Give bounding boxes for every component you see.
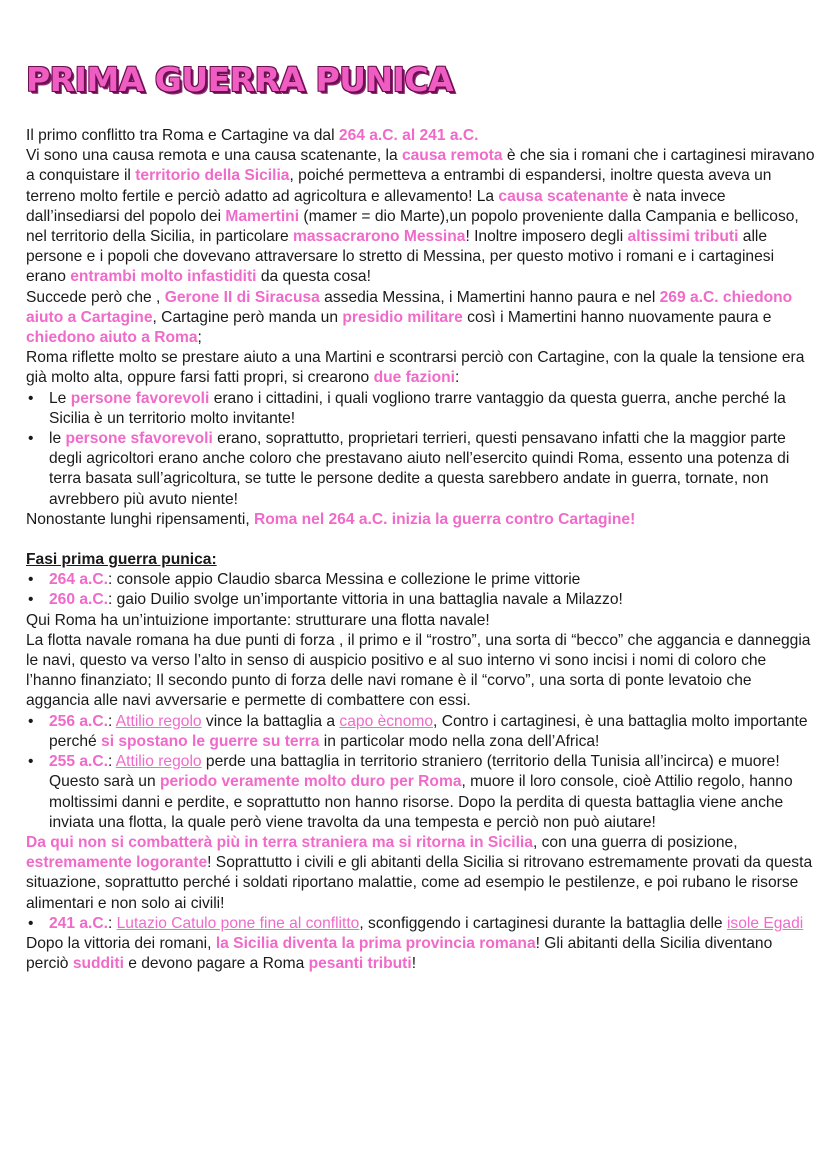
text: in particolar modo nella zona dell’Africa! bbox=[319, 732, 600, 750]
text: , con una guerra di posizione, bbox=[532, 833, 738, 851]
text: ! Soprattutto i civili e gli abitanti della Sicilia si ritrovano estremamente provati da questa situazione, soprattutto perché i soldati riportano malattie, come ad esempio le pestilenze, e poi rubano le risorse alimentari e non solo ai civili! bbox=[26, 854, 813, 912]
highlight-causa-remota: causa remota bbox=[401, 147, 503, 165]
highlight-fazioni: due fazioni bbox=[373, 369, 455, 387]
text: Il primo conflitto tra Roma e Cartagine va dal bbox=[26, 127, 339, 144]
link-capo-ecnomo[interactable]: capo ècnomo bbox=[339, 712, 434, 730]
text: Le bbox=[49, 389, 71, 407]
conclusion-paragraph bbox=[26, 510, 816, 530]
highlight: si spostano le guerre su terra bbox=[101, 732, 320, 750]
text: Roma riflette molto se prestare aiuto a una Martini e scontrarsi perciò con Cartagine, con la quale la tensione era già molto alta, oppure farsi fatti propri, si crearono bbox=[26, 349, 805, 387]
highlight-roma: chiedono aiuto a Roma bbox=[26, 329, 198, 347]
text: Dopo la vittoria dei romani, bbox=[26, 934, 216, 952]
highlight-mamertini: Mamertini bbox=[225, 207, 300, 225]
text: le bbox=[49, 430, 66, 448]
text: : bbox=[107, 712, 116, 730]
highlight: pesanti tributi bbox=[308, 955, 412, 973]
list-item bbox=[26, 389, 816, 429]
highlight-gerone: Gerone II di Siracusa bbox=[164, 288, 320, 306]
list-item bbox=[26, 914, 816, 934]
text: , Cartagine però manda un bbox=[152, 308, 343, 326]
navy-paragraph-2: La flotta navale romana ha due punti di forza , il primo e il “rostro”, una sorta di “becco” che aggancia e danneggia le navi, questo va verso l’alto in senso di auspicio positivo e al suo interno vi sono incisi i nomi di coloro che l’hanno finanziato; Il secondo punto di forza delle navi romane è il “corvo”, una sorta di ponte levatoio che aggancia alle navi avversarie e permette di combattere con essi. bbox=[26, 631, 811, 710]
text: ! bbox=[411, 955, 417, 973]
text: assedia Messina, i Mamertini hanno paura e nel bbox=[319, 288, 660, 306]
text: : bbox=[107, 914, 117, 932]
document-body bbox=[26, 126, 816, 974]
link-lutazio-catulo[interactable]: Lutazio Catulo pone fine al conflitto bbox=[116, 914, 360, 932]
factions-list bbox=[26, 389, 816, 510]
phases-list-3 bbox=[26, 914, 816, 934]
highlight-sicilia: territorio della Sicilia bbox=[135, 167, 290, 185]
highlight-presidio: presidio militare bbox=[342, 308, 463, 326]
final-paragraph bbox=[26, 934, 816, 974]
link-isole-egadi[interactable]: isole Egadi bbox=[726, 914, 804, 932]
date-label: 264 a.C. bbox=[49, 571, 108, 589]
text: e devono pagare a Roma bbox=[123, 955, 309, 973]
text: perde una battaglia in territorio straniero (territorio della Tunisia all’incirca) e muore! Questo sarà un bbox=[49, 753, 780, 791]
text: così i Mamertini hanno nuovamente paura e bbox=[462, 308, 772, 326]
sicily-paragraph bbox=[26, 833, 816, 914]
phases-list-2 bbox=[26, 712, 816, 833]
highlight: persone favorevoli bbox=[70, 389, 210, 407]
highlight: sudditi bbox=[72, 955, 124, 973]
text: Nonostante lunghi ripensamenti, bbox=[26, 510, 254, 528]
highlight-war-start: Roma nel 264 a.C. inizia la guerra contro Cartagine! bbox=[253, 510, 636, 528]
text: è che sia i romani che i cartaginesi miravano a conquistare il bbox=[26, 147, 815, 185]
list-item bbox=[26, 570, 816, 590]
highlight: la Sicilia diventa la prima provincia romana bbox=[215, 934, 536, 952]
text: : bbox=[107, 753, 116, 771]
date-label: 256 a.C. bbox=[49, 712, 108, 730]
highlight: estremamente logorante bbox=[26, 854, 208, 872]
date-label: 255 a.C. bbox=[49, 753, 108, 771]
list-item bbox=[26, 712, 816, 752]
navy-paragraph-1: Qui Roma ha un’intuizione importante: strutturare una flotta navale! bbox=[26, 611, 490, 629]
text: ! Gli abitanti della Sicilia diventano perciò bbox=[26, 934, 773, 973]
phases-list-1 bbox=[26, 570, 816, 610]
text: : console appio Claudio sbarca Messina e collezione le prime vittorie bbox=[107, 571, 581, 589]
date-label: 241 a.C. bbox=[49, 914, 108, 932]
highlight-tributi: altissimi tributi bbox=[627, 228, 739, 246]
text: Vi sono una causa remota e una causa scatenante, la bbox=[26, 147, 402, 165]
text: : gaio Duilio svolge un’importante vittoria in una battaglia navale a Milazzo! bbox=[107, 591, 623, 609]
highlight-dates: 264 a.C. al 241 a.C. bbox=[338, 127, 479, 144]
text: erano i cittadini, i quali vogliono trarre vantaggio da questa guerra, anche perché la Sicilia è un territorio molto invitante! bbox=[49, 389, 786, 427]
page-title: PRIMA GUERRA PUNICA bbox=[26, 60, 454, 99]
text: , sconfiggendo i cartaginesi durante la battaglia delle bbox=[359, 914, 727, 932]
text: (mamer = dio Marte),un popolo proveniente dalla Campania e bellicoso, nel territorio della Sicilia, in particolare bbox=[26, 207, 799, 246]
text: erano, soprattutto, proprietari terrieri, questi pensavano infatti che la maggior parte degli agricoltori erano anche coloro che prestavano aiuto nell’esercito quindi Roma, essento una potenza di terra basata sull’agricoltura, se tutte le persone dedite a questa sarebbero andate in guerra, tornate, non avrebbero più avuto niente! bbox=[49, 430, 790, 508]
text: , poiché permetteva a entrambi di espandersi, inoltre questa aveva un terreno molto fertile e perciò adatto ad agricoltura e allevamento! La bbox=[26, 167, 772, 205]
text: è nata invece dall’insediarsi del popolo dei bbox=[26, 187, 726, 225]
causes-paragraph bbox=[26, 146, 816, 287]
gerone-paragraph bbox=[26, 288, 816, 349]
section-heading: Fasi prima guerra punica: bbox=[26, 551, 217, 569]
text: ! Inoltre imposero degli bbox=[465, 228, 628, 246]
highlight: persone sfavorevoli bbox=[65, 430, 213, 448]
highlight-causa-scatenante: causa scatenante bbox=[498, 187, 629, 205]
list-item bbox=[26, 429, 816, 510]
highlight: Da qui non si combatterà più in terra straniera ma si ritorna in Sicilia bbox=[26, 833, 533, 851]
highlight-269: 269 a.C. chiedono aiuto a Cartagine bbox=[26, 288, 793, 326]
text: , muore il loro console, cioè Attilio regolo, hanno moltissimi danni e perdite, e soprattutto non hanno risorse. Dopo la perdita di questa battaglia viene anche inviata una flotta, la quale però viene travolta da una tempesta e perciò non può aiutare! bbox=[49, 773, 793, 831]
text: alle persone e i popoli che dovevano attraversare lo stretto di Messina, per questo motivo i romani e i cartaginesi erano bbox=[26, 228, 775, 286]
date-label: 260 a.C. bbox=[49, 591, 108, 609]
link-attilio-regolo[interactable]: Attilio regolo bbox=[115, 712, 202, 730]
highlight-messina: massacrarono Messina bbox=[292, 228, 466, 246]
text: vince la battaglia a bbox=[201, 712, 340, 730]
text: Succede però che , bbox=[26, 288, 165, 306]
text: ; bbox=[197, 329, 202, 347]
link-attilio-regolo[interactable]: Attilio regolo bbox=[115, 753, 202, 771]
spacer bbox=[26, 530, 816, 550]
text: : bbox=[455, 369, 460, 387]
text: da questa cosa! bbox=[256, 268, 371, 286]
list-item bbox=[26, 590, 816, 610]
highlight: periodo veramente molto duro per Roma bbox=[159, 773, 462, 791]
text: , Contro i cartaginesi, è una battaglia molto importante perché bbox=[49, 712, 808, 750]
intro-paragraph bbox=[26, 126, 816, 146]
list-item bbox=[26, 752, 816, 833]
highlight-infastiditi: entrambi molto infastiditi bbox=[70, 268, 257, 286]
factions-paragraph bbox=[26, 348, 816, 388]
